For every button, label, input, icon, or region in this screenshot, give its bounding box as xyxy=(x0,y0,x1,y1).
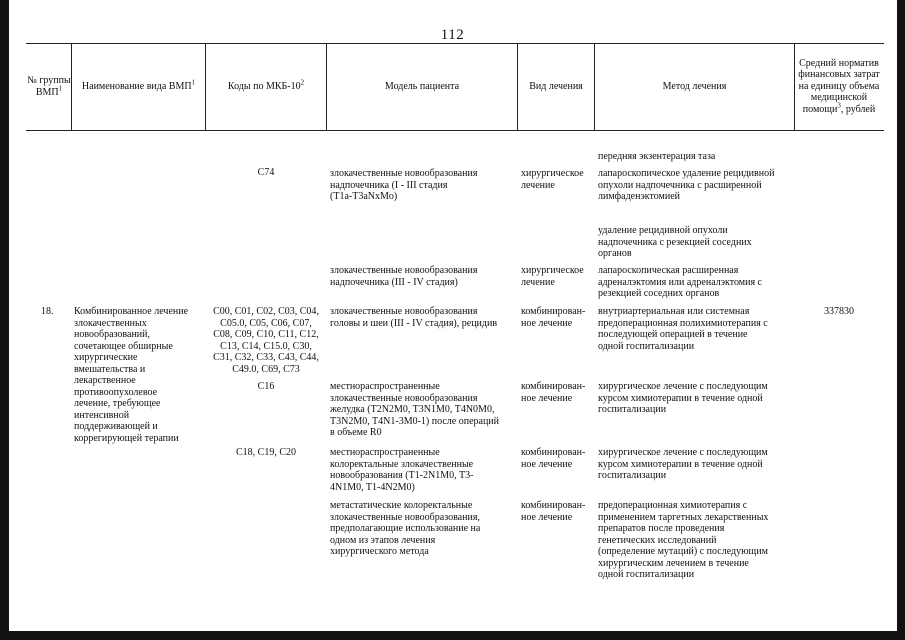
treatment-type-text: хирургическое лечение xyxy=(521,265,584,288)
patient-model-text: метастатические колоректальные злокачественные новообразования, предполагающие использование на одном из этапов лечения хирургического метода xyxy=(330,500,481,557)
icd-code-text: C74 xyxy=(257,167,275,178)
vmp-name-text: Комбинированное лечение злокачественных новообразований, сочетающее обширные хирургические вмешательства и лекарственное противоопухолевое лечение, требующее интенсивной поддерживающей и коррегирующей терапии xyxy=(74,306,189,444)
patient-model-text: злокачественные новообразования головы и шеи (III - IV стадия), рецидив xyxy=(330,306,498,329)
group-number: 18. xyxy=(41,306,54,317)
method-text: предоперационная химиотерапия с применением таргетных лекарственных препаратов после проведения генетических исследований (определение мутаций) с последующим хирургическим лечением в течение одной госпитализации xyxy=(598,500,769,580)
method-text: удаление рецидивной опухоли надпочечника с резекцией соседних органов xyxy=(598,225,752,259)
method-text: внутриартериальная или системная предоперационная полихимиотерапия с последующей операцией в течение одной госпитализации xyxy=(598,306,768,352)
patient-model-text: злокачественные новообразования надпочечника (I - III стадия (T1a-T3aNxMo) xyxy=(330,168,478,202)
header-cost-standard: Средний норматив финансовых затрат на единицу объема медицинской помощи$^3$, рублей xyxy=(798,57,880,115)
treatment-type-text: комбинирован- ное лечение xyxy=(521,381,586,404)
patient-model-text: местнораспространенные колоректальные злокачественные новообразования (T1-2N1M0, T3- 4N1M0, T1-4N2M0) xyxy=(330,447,474,493)
method-text: хирургическое лечение с последующим курсом химиотерапии в течение одной госпитализации xyxy=(598,447,768,481)
header-treatment-type: Вид лечения xyxy=(529,80,583,92)
method-text: хирургическое лечение с последующим курсом химиотерапии в течение одной госпитализации xyxy=(598,381,768,415)
method-text: лапароскопическая расширенная адреналэктомия или адреналэктомия с резекцией соседних органов xyxy=(598,265,762,299)
patient-model-text: злокачественные новообразования надпочечника (III - IV стадия) xyxy=(330,265,478,288)
header-icd-codes: Коды по МКБ-$10^2$ xyxy=(227,78,305,92)
method-text: лапароскопическое удаление рецидивной опухоли надпочечника с расширенной лимфаденэктомией xyxy=(598,168,775,202)
header-group-no: № группы ВМП$^1$ xyxy=(27,75,71,98)
header-bottom-rule xyxy=(26,130,884,131)
cost-value: 337830 xyxy=(824,306,854,317)
page-number: 112 xyxy=(440,27,465,43)
scan-edge-right xyxy=(897,0,905,640)
treatment-type-text: комбинирован- ное лечение xyxy=(521,447,586,470)
header-patient-model: Модель пациента xyxy=(384,80,460,92)
header-treatment-method: Метод лечения xyxy=(662,80,727,92)
treatment-type-text: комбинирован- ное лечение xyxy=(521,500,586,523)
treatment-type-text: хирургическое лечение xyxy=(521,168,584,191)
scan-edge-left xyxy=(0,0,9,640)
method-text: передняя экзентерация таза xyxy=(598,151,716,162)
icd-code-text: C18, C19, C20 xyxy=(235,447,296,458)
icd-code-text: C00, C01, C02, C03, C04, C05.0, C05, C06, C07, C08, C09, C10, C11, C12, C13, C14, C15.0, C30, C31, C32, C33, C43, C44, C49.0, C69, C73 xyxy=(213,306,319,375)
icd-code-text: C16 xyxy=(257,381,275,392)
header-vmp-name: Наименование вида ВМП$^1$ xyxy=(81,78,196,92)
scan-edge-bottom xyxy=(0,631,905,640)
treatment-type-text: комбинирован- ное лечение xyxy=(521,306,586,329)
patient-model-text: местнораспространенные злокачественные новообразования желудка (T2N2M0, T3N1M0, T4N0M0, T3N2M0, T4N1-3M0-1) после операций в объеме R0 xyxy=(330,381,500,438)
